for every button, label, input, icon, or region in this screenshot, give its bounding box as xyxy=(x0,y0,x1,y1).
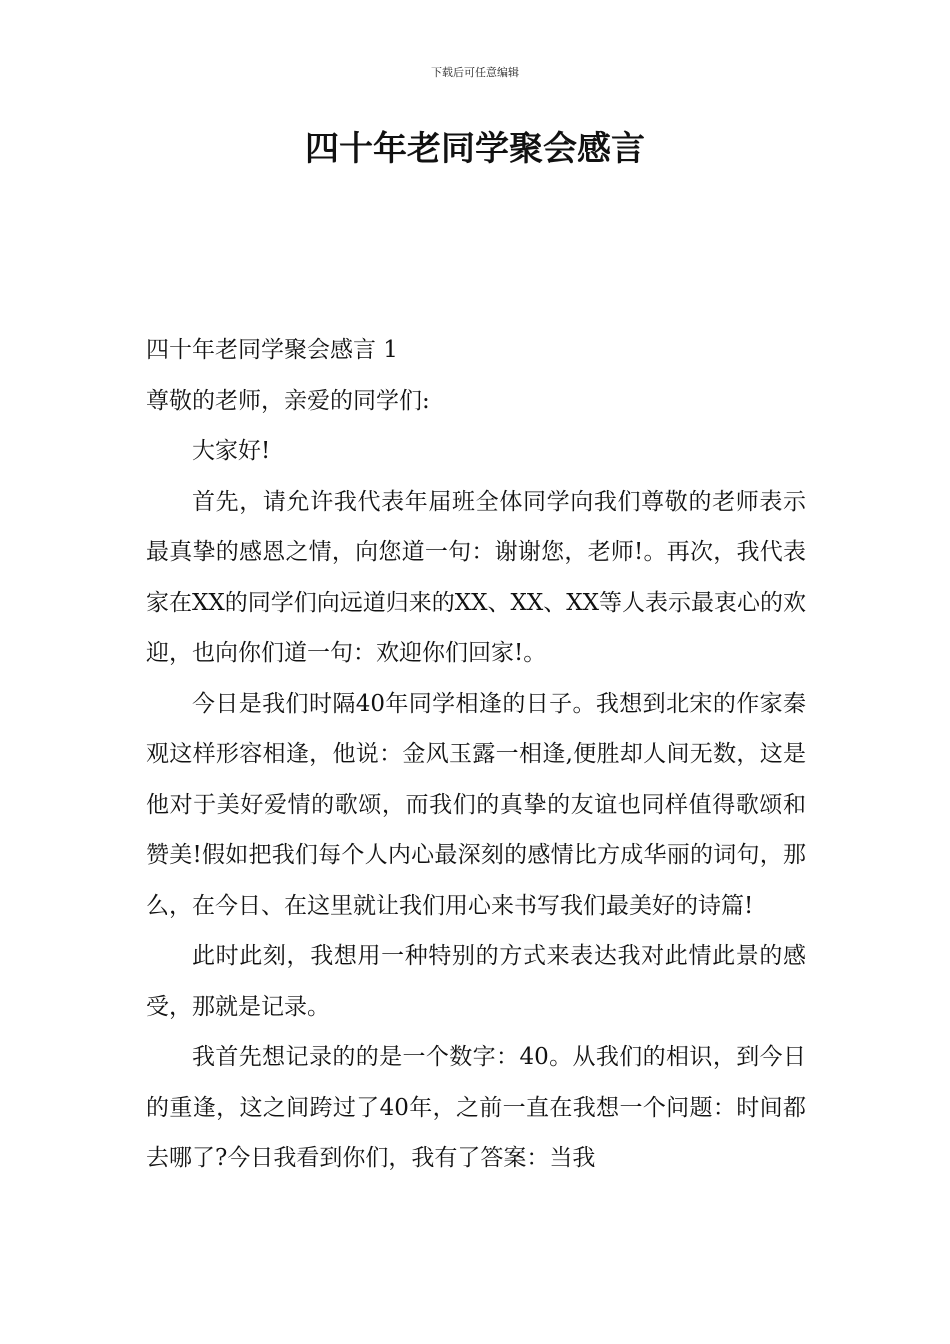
paragraph-record: 此时此刻，我想用一种特别的方式来表达我对此情此景的感受，那就是记录。 xyxy=(146,943,806,1020)
header-note: 下载后可任意编辑 xyxy=(431,66,519,79)
document-body xyxy=(146,325,806,1184)
paragraph-thanks: 首先，请允许我代表年届班全体同学向我们尊敬的老师表示最真挚的感恩之情，向您道一句：谢谢您，老师!。再次，我代表家在XX的同学们向远道归来的XX、XX、XX等人表示最衷心的欢迎，也向你们道一句：欢迎你们回家!。 xyxy=(146,488,806,666)
section-heading: 四十年老同学聚会感言 1 xyxy=(146,337,398,363)
salutation: 尊敬的老师，亲爱的同学们: xyxy=(146,387,430,414)
paragraph-greeting: 大家好! xyxy=(192,438,271,464)
document-title: 四十年老同学聚会感言 xyxy=(305,129,645,169)
paragraph-reunion: 今日是我们时隔40年同学相逢的日子。我想到北宋的作家秦观这样形容相逢，他说：金风玉露一相逢,便胜却人间无数，这是他对于美好爱情的歌颂，而我们的真挚的友谊也同样值得歌颂和赞美!假如把我们每个人内心最深刻的感情比方成华丽的词句，那么，在今日、在这里就让我们用心来书写我们最美好的诗篇! xyxy=(146,690,806,919)
paragraph-forty-years: 我首先想记录的的是一个数字：40。从我们的相识，到今日的重逢，这之间跨过了40年，之前一直在我想一个问题：时间都去哪了?今日我看到你们，我有了答案：当我 xyxy=(146,1044,806,1171)
